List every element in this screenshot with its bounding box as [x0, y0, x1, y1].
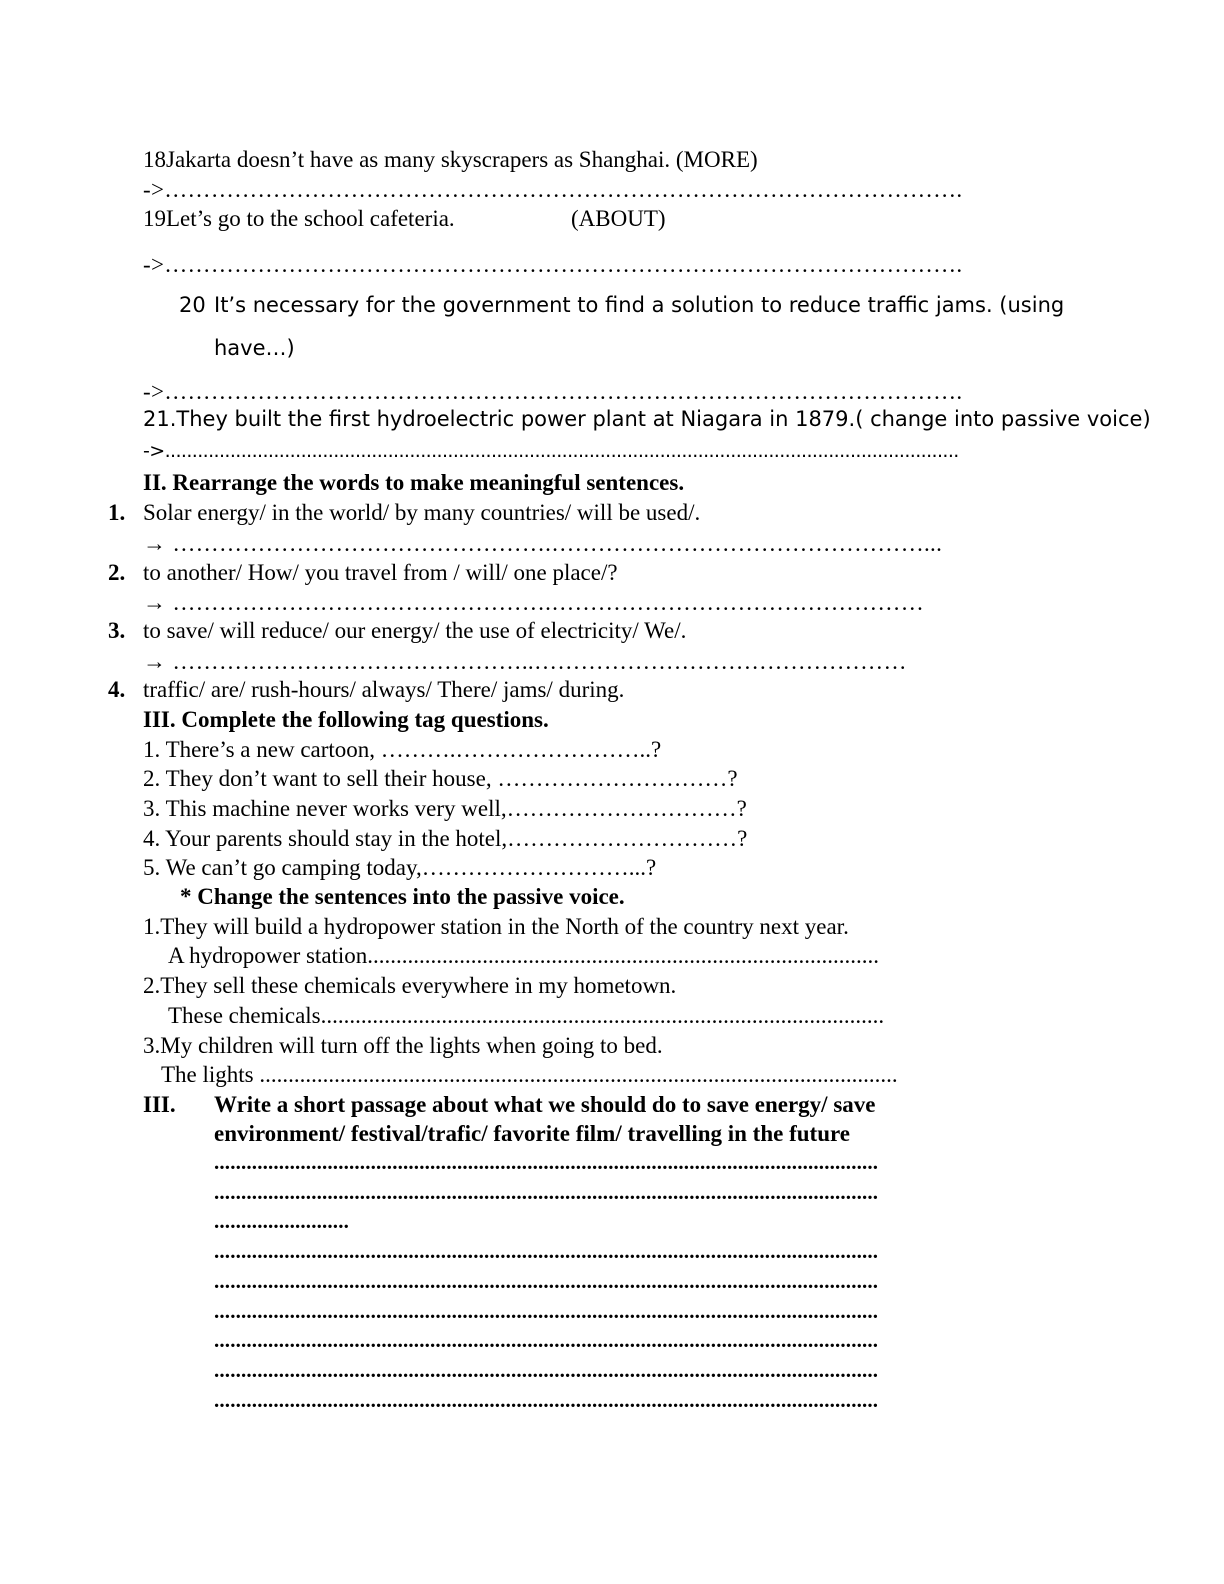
- tag-question: 1. There’s a new cartoon, ……….……………………..?: [143, 737, 662, 762]
- rearrange-item-number: 2.: [108, 560, 126, 585]
- writing-line: ...........................................................................................................................: [214, 1180, 879, 1204]
- passive-answer: These chemicals..................................................................................................: [168, 1003, 885, 1028]
- writing-line: ...........................................................................................................................: [214, 1299, 879, 1323]
- rearrange-heading: II. Rearrange the words to make meaningful sentences.: [143, 470, 685, 495]
- passive-heading: * Change the sentences into the passive voice.: [180, 884, 625, 909]
- writing-prompt-line1: Write a short passage about what we should do to save energy/ save: [214, 1092, 876, 1117]
- writing-line: ...........................................................................................................................: [214, 1388, 879, 1412]
- tag-question: 3. This machine never works very well,…………………………?: [143, 796, 747, 821]
- rearrange-item-text: to another/ How/ you travel from / will/ one place/?: [143, 560, 618, 585]
- question-20-line1: It’s necessary for the government to find a solution to reduce traffic jams. (using: [214, 293, 1065, 317]
- answer-line-21: ->..................................................................................................................................................: [143, 440, 959, 462]
- rearrange-item-text: Solar energy/ in the world/ by many countries/ will be used/.: [143, 500, 701, 525]
- rearrange-item-number: 1.: [108, 500, 126, 525]
- passive-question: 1.They will build a hydropower station in the North of the country next year.: [143, 914, 849, 939]
- tag-questions-heading: III. Complete the following tag questions.: [143, 707, 549, 732]
- question-20-number: 20: [179, 293, 206, 317]
- rearrange-item-text: traffic/ are/ rush-hours/ always/ There/ jams/ during.: [143, 677, 625, 702]
- rearrange-answer-line: → ………………………………………..…………………………………………: [143, 649, 907, 674]
- writing-line: ...........................................................................................................................: [214, 1328, 879, 1352]
- tag-question: 5. We can’t go camping today,………………………...?: [143, 855, 657, 880]
- answer-line-20: ->………………………………………………………………………………………….: [143, 379, 963, 404]
- passive-answer: A hydropower station.........................................................................................: [168, 943, 880, 968]
- question-21: 21.They built the first hydroelectric power plant at Niagara in 1879.( change into passive voice): [143, 407, 1151, 431]
- writing-line: ...........................................................................................................................: [214, 1269, 879, 1293]
- answer-line-19: ->………………………………………………………………………………………….: [143, 252, 963, 277]
- writing-line: .........................: [214, 1209, 349, 1233]
- rearrange-answer-line: → ………………………………………….…………………………………………: [143, 590, 924, 615]
- rearrange-answer-line: → ………………………………………….…………………………………………...: [143, 531, 943, 556]
- passive-question: 3.My children will turn off the lights when going to bed.: [143, 1033, 663, 1058]
- rearrange-item-number: 3.: [108, 618, 126, 643]
- passive-question: 2.They sell these chemicals everywhere in my hometown.: [143, 973, 677, 998]
- question-19-hint: (ABOUT): [571, 206, 666, 231]
- question-18: 18Jakarta doesn’t have as many skyscrapers as Shanghai. (MORE): [143, 147, 758, 172]
- rearrange-item-number: 4.: [108, 677, 126, 702]
- writing-line: ...........................................................................................................................: [214, 1358, 879, 1382]
- question-19: 19Let’s go to the school cafeteria.: [143, 206, 455, 231]
- tag-question: 2. They don’t want to sell their house, …………………………?: [143, 766, 738, 791]
- question-20-line2: have…): [214, 336, 295, 360]
- answer-line-18: ->………………………………………………………………………………………….: [143, 177, 963, 202]
- writing-prompt-line2: environment/ festival/trafic/ favorite film/ travelling in the future: [214, 1121, 850, 1146]
- writing-number: III.: [143, 1092, 176, 1117]
- writing-line: ...........................................................................................................................: [214, 1239, 879, 1263]
- passive-answer: The lights ...............................................................................................................: [161, 1062, 898, 1087]
- writing-line: ...........................................................................................................................: [214, 1150, 879, 1174]
- rearrange-item-text: to save/ will reduce/ our energy/ the use of electricity/ We/.: [143, 618, 687, 643]
- tag-question: 4. Your parents should stay in the hotel,…………………………?: [143, 826, 748, 851]
